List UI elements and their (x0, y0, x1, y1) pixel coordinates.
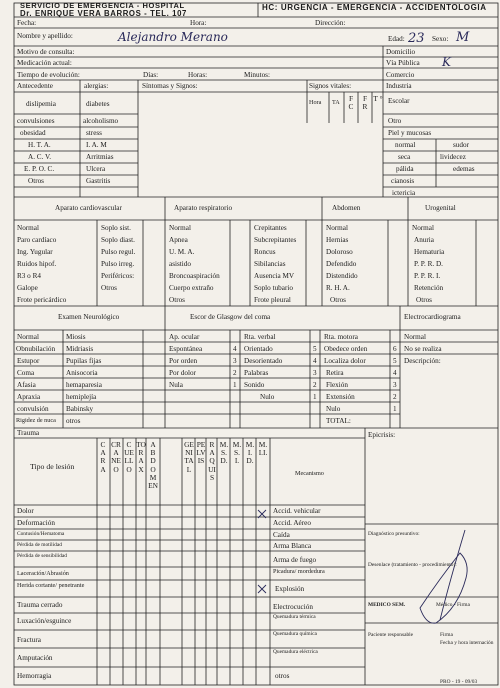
fecha-internacion-label: Fecha y hora internación (440, 640, 494, 646)
piel-b-1: lividecez (440, 153, 466, 161)
motora-4: Extensión (326, 393, 355, 401)
neuro-r-5: hemiplejía (66, 393, 97, 401)
ant-a-2: obesidad (20, 129, 46, 137)
mec-2: Caída (273, 531, 290, 539)
abd-3: Defendido (326, 260, 357, 268)
motivo-label: Motivo de consulta: (17, 48, 75, 56)
piel-a-3: cianosis (391, 177, 415, 185)
neuro-r-1: Midriasis (66, 345, 94, 353)
otro-label: Otro (388, 117, 402, 125)
cardio-r-0: Soplo sist. (101, 224, 131, 232)
verbal-0: Orientado (244, 345, 273, 353)
abd-6: Otros (330, 296, 346, 304)
trauma-row-1: Deformación (17, 519, 55, 527)
ant-b-1: alcoholismo (83, 117, 119, 125)
motora-n-4: 2 (393, 393, 397, 401)
motora-n-1: 5 (393, 357, 397, 365)
uro-3: P. P. R. D. (414, 260, 443, 268)
resp-l-5: Cuerpo extraño (169, 284, 214, 292)
form-title: HC: URGENCIA - EMERGENCIA - ACCIDENTOLOGIA (262, 3, 487, 12)
trauma-row-8: Luxación/esguince (17, 617, 72, 625)
resp-r-2: Roncus (254, 248, 276, 256)
diagnostico-label: Diagnóstico presuntivo: (368, 531, 420, 537)
ant-b-6: Gastritis (86, 177, 111, 185)
glasgow-title: Escor de Glasgow del coma (190, 313, 271, 321)
neuro-r-3: Anisocoria (66, 369, 98, 377)
sexo-value: M (456, 30, 470, 45)
ocular-0: Espontánea (169, 345, 203, 353)
col-craneo: CRANEO (111, 440, 121, 474)
neuro-r-6: Babinsky (66, 405, 94, 413)
ant-b-2: stress (86, 129, 102, 137)
minutos-label: Minutos: (244, 71, 270, 79)
piel-a-0: normal (395, 141, 416, 149)
firma-label: Firma (440, 632, 453, 638)
col-mii: M.I.I. (258, 440, 268, 458)
trauma-title: Trauma (17, 429, 40, 437)
col-torax: TORAX (136, 440, 146, 474)
col-msi: M.S.I. (232, 440, 242, 466)
piel-b-0: sudor (453, 141, 469, 149)
trauma-row-9: Fractura (17, 636, 41, 644)
verbal-1: Desorientado (244, 357, 283, 365)
ant-a-6: Otros (28, 177, 44, 185)
neuro-l-3: Coma (17, 369, 35, 377)
cardio-l-0: Normal (17, 224, 39, 232)
dias-label: Días: (143, 71, 159, 79)
ant-b-0: diabetes (86, 100, 110, 108)
neuro-r-4: hemaparesia (66, 381, 102, 389)
alergias-label: alergias: (84, 82, 109, 90)
uro-4: P. P. R. I. (414, 272, 441, 280)
neuro-l-7: Rigidez de nuca (16, 417, 56, 424)
resp-l-6: Otros (169, 296, 185, 304)
abd-1: Hernias (326, 236, 349, 244)
mec-7: Electrocución (273, 603, 313, 611)
ocular-n-2: 2 (233, 369, 237, 377)
paciente-label: Paciente responsable (368, 632, 414, 638)
col-msd: M.S.D. (219, 440, 229, 466)
mec-3: Arma Blanca (273, 542, 312, 550)
ocular-n-1: 3 (233, 357, 237, 365)
uro-6: Otros (416, 296, 432, 304)
ant-b-3: I. A. M (86, 141, 107, 149)
medico-label: MEDICO SEM. (368, 602, 406, 608)
abd-2: Doloroso (326, 248, 353, 256)
desenlace-label: Desenlace (tratamiento - procedimiento): (368, 562, 457, 568)
hospital-address: Dr. ENRIQUE VERA BARROS - TEL. 107 (20, 9, 187, 18)
cardio-r-5: Otros (101, 284, 117, 292)
col-pelvis: PELVIS (196, 440, 206, 466)
cardio-l-2: Ing. Yugular (17, 248, 53, 256)
uro-1: Anuria (414, 236, 434, 244)
medico-firma-label: Médico - Firma (436, 602, 470, 608)
vital-fc: F C (348, 94, 354, 112)
neuro-l-1: Obnubilación (16, 345, 56, 353)
epicrisis-label: Epicrisis: (368, 431, 396, 439)
uro-0: Normal (412, 224, 434, 232)
abd-5: R. H. A. (326, 284, 350, 292)
trauma-row-0: Dolor (17, 507, 34, 515)
ant-a-1: convulsiones (17, 117, 55, 125)
motora-n-2: 4 (393, 369, 397, 377)
ecg-2: Descripción: (404, 357, 441, 365)
glasgow-total: TOTAL: (326, 417, 351, 425)
cardio-l-4: R3 o R4 (17, 272, 41, 280)
verbal-n-1: 4 (313, 357, 317, 365)
ant-b-4: Arritmias (86, 153, 114, 161)
resp-r-4: Ausencia MV (254, 272, 295, 280)
col-abdomen: ABDOMEN (148, 440, 158, 491)
sexo-label: Sexo: (432, 35, 449, 43)
medicacion-label: Medicación actual: (17, 59, 72, 67)
mec-4: Arma de fuego (273, 556, 317, 564)
neuro-r-2: Pupilas fijas (66, 357, 102, 365)
piel-a-4: ictericia (392, 189, 416, 197)
mec-10: Quemadura eléctrica (273, 649, 318, 655)
verbal-n-4: 1 (313, 393, 317, 401)
motora-0: Obedece orden (324, 345, 368, 353)
verbal-n-0: 5 (313, 345, 317, 353)
cardio-r-1: Soplo diast. (101, 236, 135, 244)
motora-3: Flexión (326, 381, 348, 389)
cardio-r-2: Pulso regul. (101, 248, 136, 256)
tiempo-label: Tiempo de evolución: (17, 71, 80, 79)
ant-a-4: A. C. V. (28, 153, 52, 161)
verbal-4: Nulo (260, 393, 275, 401)
cardio-r-3: Pulso irreg. (101, 260, 135, 268)
ecg-1: No se realiza (404, 345, 442, 353)
fecha-label: Fecha: (17, 19, 37, 27)
edad-value: 23 (408, 31, 425, 46)
piel-a-1: seca (398, 153, 411, 161)
trauma-row-5: Laceración/Abrasión (17, 570, 69, 577)
ant-b-5: Ulcera (86, 165, 106, 173)
comercio-label: Comercio (386, 71, 415, 79)
resp-r-6: Frote pleural (254, 296, 291, 304)
col-genital: GENITAL (184, 440, 194, 474)
neuro-l-4: Afasia (17, 381, 36, 389)
ocular-2: Por dolor (169, 369, 196, 377)
ant-a-0: dislipemia (26, 100, 56, 108)
cardio-r-4: Periféricos: (101, 272, 135, 280)
trauma-row-4: Pérdida de sensibilidad (17, 553, 68, 559)
footer-code: PRO - 19 - 09/03 (440, 679, 478, 685)
neuro-r-7: otros (66, 417, 81, 425)
hospital-title: SERVICIO DE EMERGENCIA - HOSPITAL (20, 1, 185, 10)
motora-n-3: 3 (393, 381, 397, 389)
abd-title: Abdomen (332, 204, 361, 212)
resp-r-3: Sibilancias (254, 260, 286, 268)
via-publica-mark: K (442, 55, 451, 69)
vital-ta: TA (332, 99, 340, 106)
col-cuello: CUELLO (124, 440, 134, 474)
neuro-l-0: Normal (17, 333, 39, 341)
neuro-title: Examen Neurológico (58, 313, 120, 321)
resp-title: Aparato respiratorio (174, 204, 233, 212)
via-publica-label: Vía Pública (386, 59, 420, 67)
antecedente-label: Antecedente (17, 82, 53, 90)
resp-r-1: Subcrepitantes (254, 236, 297, 244)
resp-l-2: U. M. A. (169, 248, 195, 256)
cardio-title: Aparato cardiovascular (55, 204, 122, 212)
motora-5: Nulo (326, 405, 341, 413)
cardio-l-3: Ruidos hipof. (17, 260, 57, 268)
resp-l-1: Apnea (169, 236, 188, 244)
trauma-row-7: Trauma cerrado (17, 601, 63, 609)
piel-b-2: edemas (453, 165, 475, 173)
neuro-l-5: Apraxia (17, 393, 41, 401)
trauma-row-2: Contusión/Hematoma (17, 531, 65, 537)
ecg-title: Electrocardiograma (404, 313, 461, 321)
verbal-n-2: 3 (313, 369, 317, 377)
abd-0: Normal (326, 224, 348, 232)
vital-fr: F R (362, 94, 368, 112)
glasgow-verbal-h: Rta. verbal (244, 333, 276, 341)
uro-title: Urogenital (425, 204, 456, 212)
col-raquis: RAQUIS (208, 440, 216, 482)
motora-2: Retira (326, 369, 344, 377)
ecg-0: Normal (404, 333, 426, 341)
neuro-l-6: convulsión (17, 405, 49, 413)
piel-label: Piel y mucosas (388, 129, 432, 137)
ocular-3: Nula (169, 381, 183, 389)
glasgow-ocular-h: Ap. ocular (169, 333, 200, 341)
verbal-3: Sonido (244, 381, 265, 389)
neuro-l-2: Estupor (17, 357, 40, 365)
ocular-1: Por orden (169, 357, 198, 365)
nombre-value: Alejandro Merano (118, 30, 228, 44)
trauma-row-11: Hemorragia (17, 672, 52, 680)
resp-l-4: Broncoaspiración (169, 272, 220, 280)
hora-label: Hora: (190, 19, 207, 27)
resp-r-5: Soplo tubario (254, 284, 293, 292)
trauma-row-6: Herida cortante/ penetrante (17, 582, 85, 589)
trauma-row-3: Pérdida de motilidad (17, 542, 62, 548)
horas-label: Horas: (188, 71, 208, 79)
industria-label: Industria (386, 82, 412, 90)
mec-1: Accid. Aéreo (273, 519, 311, 527)
direccion-label: Dirección: (315, 19, 346, 27)
motora-1: Localiza dolor (324, 357, 366, 365)
col-mid: M.I.D. (245, 440, 255, 466)
domicilio-label: Domicilio (386, 48, 416, 56)
cardio-l-1: Paro cardíaco (17, 236, 57, 244)
motora-n-0: 6 (393, 345, 397, 353)
glasgow-motora-h: Rta. motora (324, 333, 358, 341)
tipo-lesion-label: Tipo de lesión (30, 462, 75, 471)
neuro-r-0: Miosis (66, 333, 86, 341)
resp-r-0: Crepitantes (254, 224, 287, 232)
uro-5: Retención (414, 284, 444, 292)
vital-hora: Hora (309, 99, 322, 106)
abd-4: Distendido (326, 272, 358, 280)
motora-n-5: 1 (393, 405, 397, 413)
col-cara: CARA (100, 440, 106, 474)
cardio-l-5: Galope (17, 284, 38, 292)
mec-6: Explosión (275, 585, 305, 593)
nombre-label: Nombre y apellido: (17, 32, 73, 40)
resp-l-0: Normal (169, 224, 191, 232)
piel-a-2: pálida (396, 165, 414, 173)
trauma-row-10: Amputación (17, 654, 53, 662)
cardio-l-6: Frote pericárdico (17, 296, 67, 304)
ant-a-3: H. T. A. (28, 141, 51, 149)
mecanismo-label: Mecanismo (295, 470, 324, 477)
mec-11: otros (275, 672, 290, 680)
vital-t: T ° (373, 94, 383, 103)
resp-l-3: asistido (169, 260, 191, 268)
mec-0: Accid. vehicular (273, 507, 321, 515)
escolar-label: Escolar (388, 97, 410, 105)
mec-5: Picadura/ mordedura (273, 568, 325, 575)
sintomas-label: Síntomas y Signos: (142, 82, 198, 90)
verbal-2: Palabras (244, 369, 269, 377)
verbal-n-3: 2 (313, 381, 317, 389)
edad-label: Edad: (388, 35, 405, 43)
mec-8: Quemadura térmica (273, 614, 316, 620)
mec-9: Quemadura química (273, 631, 317, 637)
signos-vitales-label: Signos vitales: (309, 82, 352, 90)
ant-a-5: E. P. O. C. (24, 165, 55, 173)
ocular-n-3: 1 (233, 381, 237, 389)
ocular-n-0: 4 (233, 345, 237, 353)
uro-2: Hematuria (414, 248, 445, 256)
